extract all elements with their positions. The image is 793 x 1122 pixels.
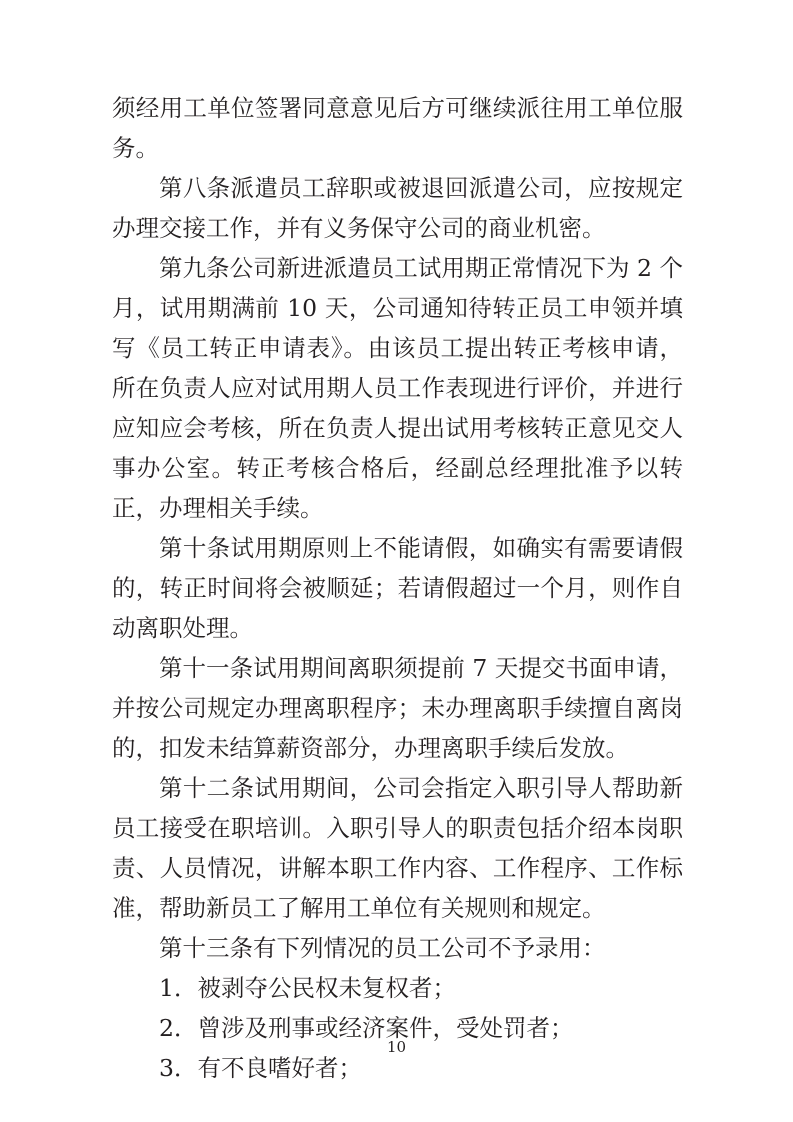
paragraph-article-11: 第十一条试用期间离职须提前 7 天提交书面申请，并按公司规定办理离职程序；未办理离职手续擅自离岗的，扣发未结算薪资部分，办理离职手续后发放。 xyxy=(112,654,683,762)
paragraph-article-10: 第十条试用期原则上不能请假，如确实有需要请假的，转正时间将会被顺延；若请假超过一个月，则作自动离职处理。 xyxy=(112,534,683,642)
list-item-number: 1． xyxy=(159,974,198,1002)
list-item xyxy=(112,968,683,1008)
paragraph-article-13: 第十三条有下列情况的员工公司不予录用： xyxy=(159,934,606,962)
list-item-label: 有不良嗜好者； xyxy=(197,1054,362,1082)
page-number: 10 xyxy=(386,1038,407,1056)
list-item-number: 3． xyxy=(159,1054,198,1082)
list-item-number: 2． xyxy=(159,1014,198,1042)
paragraph-article-12: 第十二条试用期间，公司会指定入职引导人帮助新员工接受在职培训。入职引导人的职责包括介绍本岗职责、人员情况，讲解本职工作内容、工作程序、工作标准，帮助新员工了解用工单位有关规则和规定。 xyxy=(112,774,683,922)
list-item-label: 曾涉及刑事或经济案件，受处罚者； xyxy=(197,1014,574,1042)
paragraph-article-8: 第八条派遣员工辞职或被退回派遣公司，应按规定办理交接工作，并有义务保守公司的商业机密。 xyxy=(112,174,683,242)
paragraph-article-9: 第九条公司新进派遣员工试用期正常情况下为 2 个月，试用期满前 10 天，公司通知待转正员工申领并填写《员工转正申请表》。由该员工提出转正考核申请，所在负责人应对试用期人员工作表现进行评价，并进行应知应会考核，所在负责人提出试用考核转正意见交人事办公室。转正考核合格后，经副总经理批准予以转正，办理相关手续。 xyxy=(112,254,683,522)
paragraph-continuation: 须经用工单位签署同意意见后方可继续派往用工单位服务。 xyxy=(112,94,683,162)
document-body xyxy=(112,88,683,1088)
list-item-label: 被剥夺公民权未复权者； xyxy=(197,974,456,1002)
